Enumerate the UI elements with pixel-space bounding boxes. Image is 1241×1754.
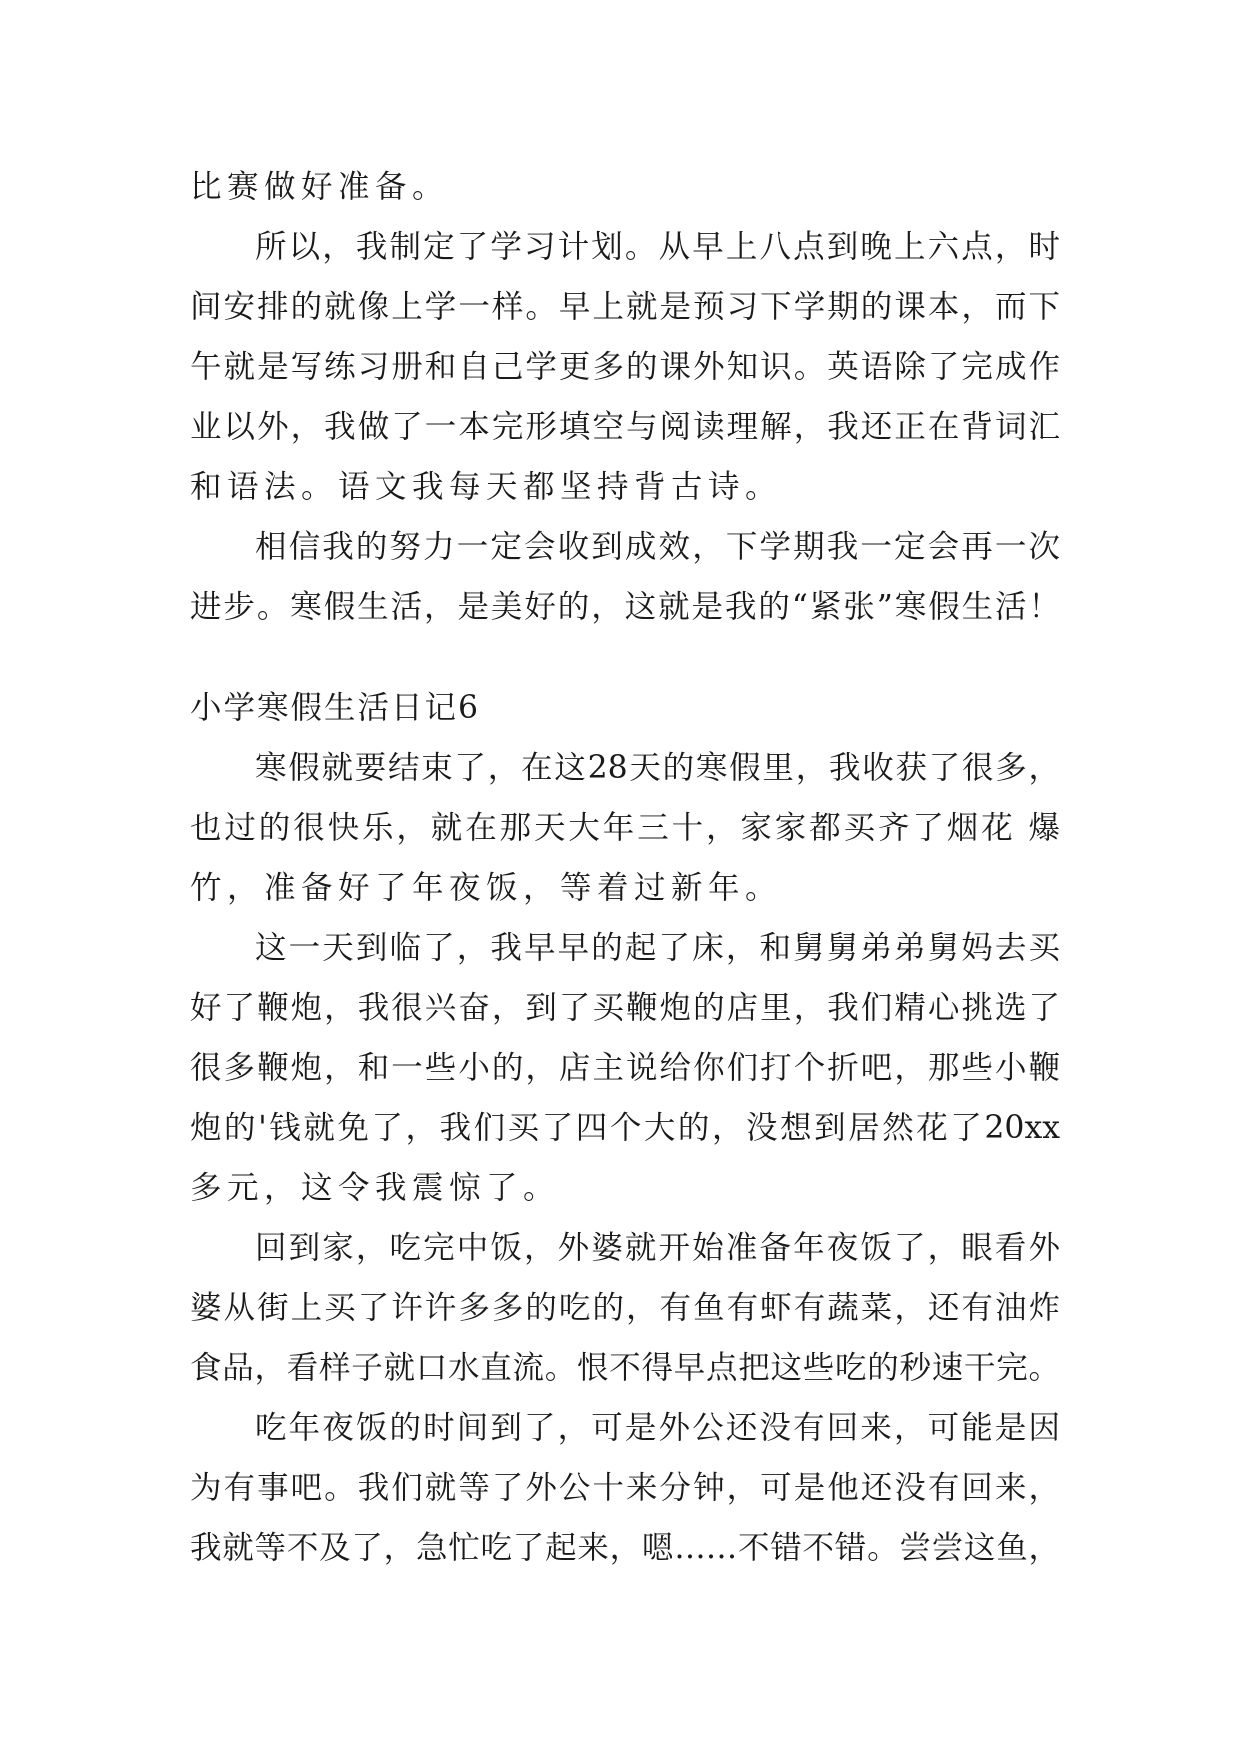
paragraph-line: 我就等不及了，急忙吃了起来，嗯……不错不错。尝尝这鱼， xyxy=(190,1530,1060,1566)
paragraph-line: 寒假就要结束了，在这28天的寒假里，我收获了很多， xyxy=(255,750,1060,786)
paragraph-line: 也过的很快乐，就在那天大年三十，家家都买齐了烟花 爆 xyxy=(190,810,1060,846)
paragraph-line: 婆从街上买了许许多多的吃的，有鱼有虾有蔬菜，还有油炸 xyxy=(190,1290,1060,1326)
paragraph-line: 吃年夜饭的时间到了，可是外公还没有回来，可能是因 xyxy=(255,1410,1060,1446)
paragraph-line: 食品，看样子就口水直流。恨不得早点把这些吃的秒速干完。 xyxy=(190,1350,1060,1386)
paragraph-line: 间安排的就像上学一样。早上就是预习下学期的课本，而下 xyxy=(190,289,1060,325)
paragraph-line: 业以外，我做了一本完形填空与阅读理解，我还正在背词汇 xyxy=(190,409,1060,445)
paragraph-line: 这一天到临了，我早早的起了床，和舅舅弟弟舅妈去买 xyxy=(255,930,1060,966)
section-title: 小学寒假生活日记6 xyxy=(190,690,481,726)
paragraph-line: 炮的'钱就免了，我们买了四个大的，没想到居然花了20xx xyxy=(190,1110,1060,1146)
paragraph-line: 回到家，吃完中饭，外婆就开始准备年夜饭了，眼看外 xyxy=(255,1230,1060,1266)
paragraph-line: 好了鞭炮，我很兴奋，到了买鞭炮的店里，我们精心挑选了 xyxy=(190,990,1060,1026)
paragraph-line: 所以，我制定了学习计划。从早上八点到晚上六点，时 xyxy=(255,229,1060,265)
paragraph-line: 竹，准备好了年夜饭，等着过新年。 xyxy=(190,870,783,906)
paragraph-line: 相信我的努力一定会收到成效，下学期我一定会再一次 xyxy=(255,529,1060,565)
paragraph-line: 午就是写练习册和自己学更多的课外知识。英语除了完成作 xyxy=(190,349,1060,385)
paragraph-line: 和语法。语文我每天都坚持背古诗。 xyxy=(190,469,783,505)
paragraph-line: 进步。寒假生活，是美好的，这就是我的“紧张”寒假生活！ xyxy=(190,589,1060,625)
paragraph-line: 多元，这令我震惊了。 xyxy=(190,1170,561,1206)
paragraph-line: 比赛做好准备。 xyxy=(190,169,450,205)
paragraph-line: 为有事吧。我们就等了外公十来分钟，可是他还没有回来， xyxy=(190,1470,1060,1506)
paragraph-line: 很多鞭炮，和一些小的，店主说给你们打个折吧，那些小鞭 xyxy=(190,1050,1060,1086)
